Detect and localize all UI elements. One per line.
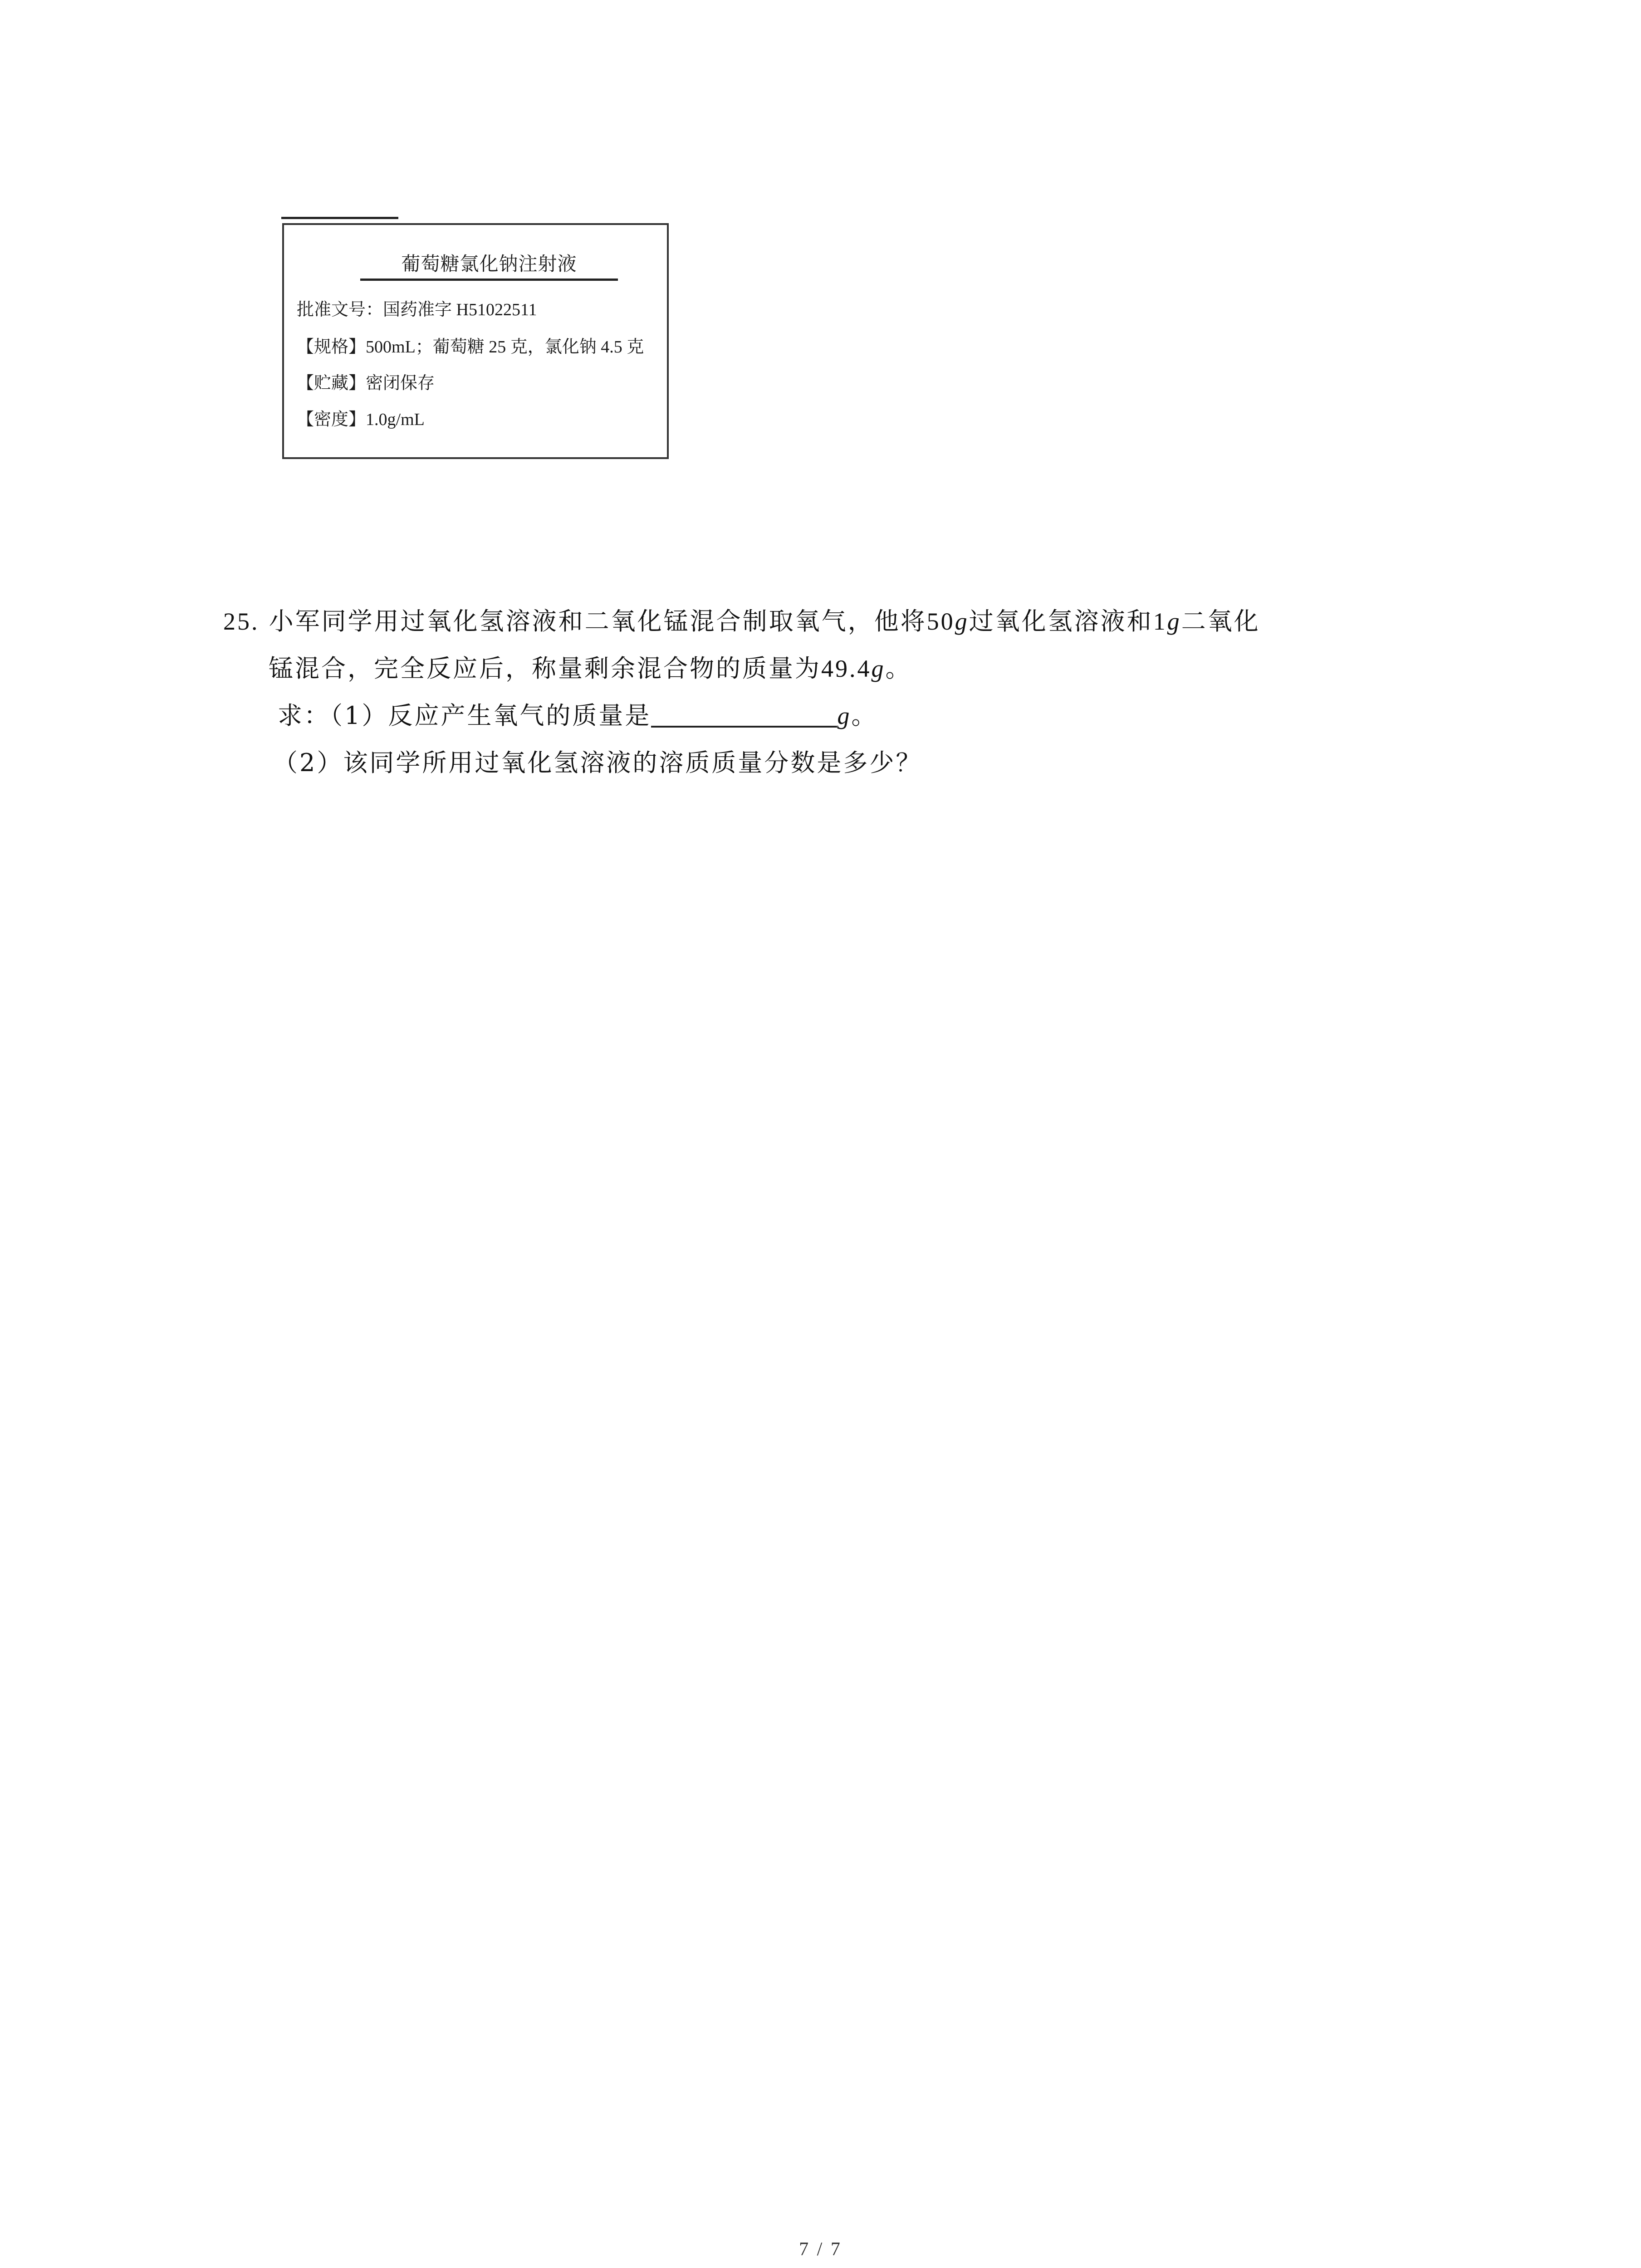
question-text-1c: 二氧化 [1181, 607, 1260, 635]
label-spec-value: 500mL；葡萄糖 25 克，氯化钠 4.5 克 [366, 337, 644, 357]
question-period-3: 。 [851, 701, 878, 730]
question-text-1b: 过氧化氢溶液和 [969, 607, 1153, 635]
question-part-2 [273, 739, 922, 787]
question-unit-1: g [955, 608, 969, 635]
question-mass-2: 1 [1153, 608, 1167, 635]
label-storage-key: 【贮藏】 [297, 373, 366, 393]
label-density-line [297, 407, 425, 431]
question-line-1 [223, 598, 1260, 645]
question-number: 25. [223, 608, 260, 635]
label-title-underline [360, 279, 618, 281]
page-number: 7 / 7 [799, 2239, 842, 2260]
question-part-1-unit: g [837, 702, 852, 729]
label-storage-line [297, 371, 435, 395]
label-title: 葡萄糖氯化钠注射液 [401, 253, 577, 275]
label-approval-line [297, 298, 537, 322]
question-mass-1: 50 [926, 608, 955, 635]
question-part-2-text: （2）该同学所用过氧化氢溶液的溶质质量分数是多少？ [273, 748, 922, 777]
label-storage-value: 密闭保存 [366, 373, 435, 393]
question-text-1a: 小军同学用过氧化氢溶液和二氧化锰混合制取氧气，他将 [269, 607, 927, 635]
question-text-2a: 锰混合，完全反应后，称量剩余混合物的质量为 [269, 654, 821, 683]
question-unit-2: g [1167, 608, 1181, 635]
answer-blank[interactable] [651, 701, 837, 728]
label-spec-key: 【规格】 [297, 337, 366, 357]
label-approval-value: H51022511 [452, 300, 537, 319]
top-rule [281, 217, 398, 219]
label-density-key: 【密度】 [297, 409, 366, 429]
question-part-1-text: 求：（1）反应产生氧气的质量是 [278, 701, 652, 730]
question-period-2: 。 [885, 654, 912, 683]
label-density-value: 1.0g/mL [366, 410, 425, 429]
question-part-1 [278, 692, 877, 739]
question-line-2 [269, 645, 912, 692]
medicine-label [282, 223, 669, 459]
label-title-wrap [360, 251, 618, 277]
label-spec-line [297, 335, 644, 359]
label-approval-key: 批准文号：国药准字 [297, 299, 452, 319]
question-mass-3: 49.4 [821, 655, 872, 682]
question-unit-3: g [871, 655, 886, 682]
